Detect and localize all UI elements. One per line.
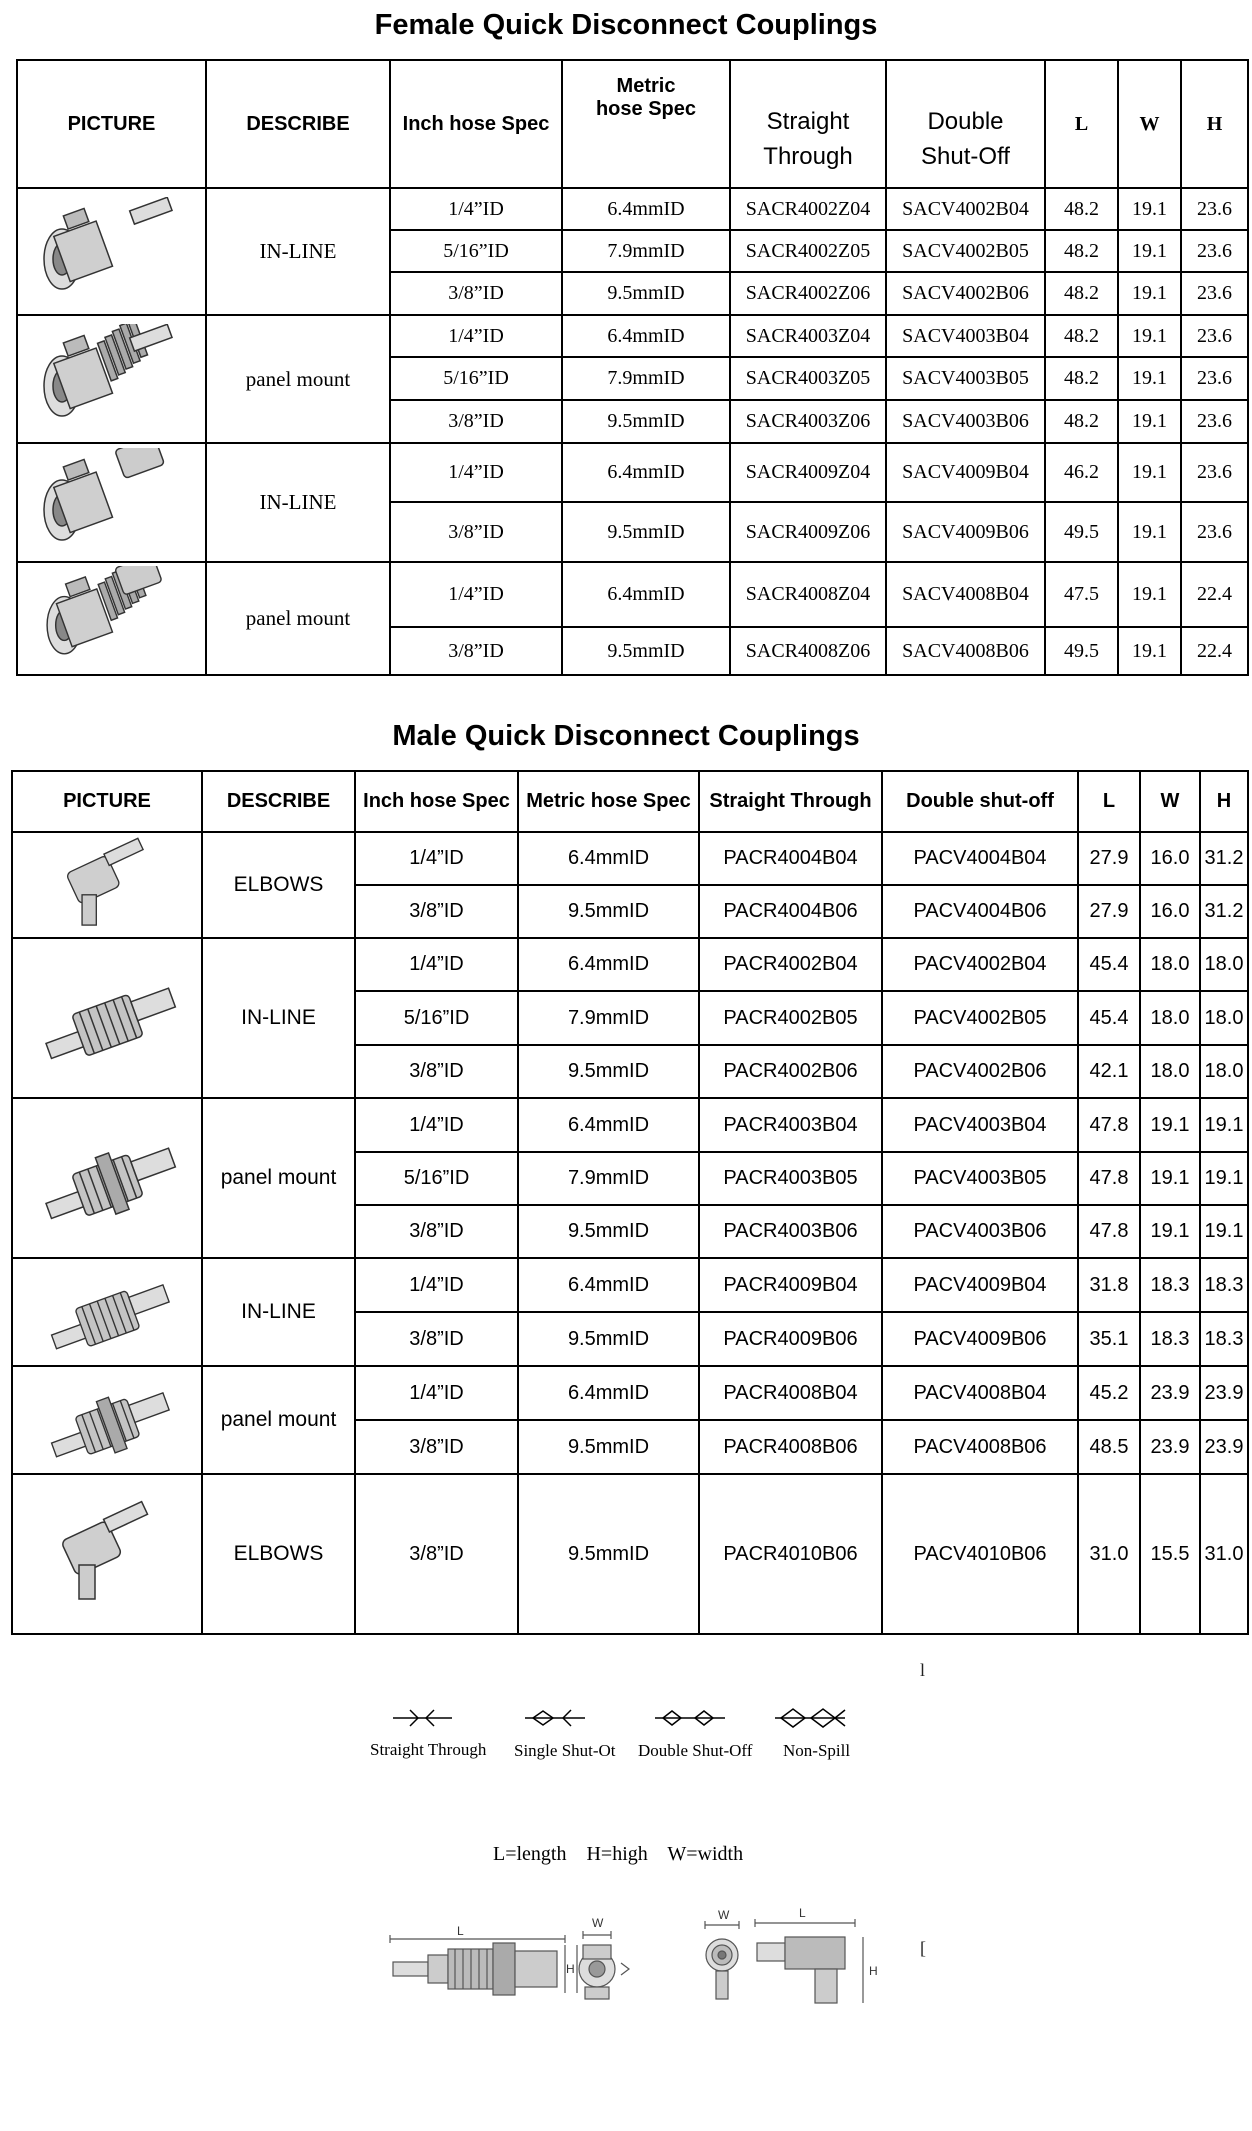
cell-metric: 6.4mmID [518, 938, 699, 991]
cell-l: 47.8 [1078, 1098, 1140, 1152]
cell-inch: 1/4”ID [390, 315, 562, 357]
header-double-shut-off: Double Shut-Off [886, 60, 1045, 188]
legend-label: Straight Through [370, 1740, 487, 1759]
cell-double: PACV4002B04 [882, 938, 1078, 991]
cell-h: 23.9 [1200, 1366, 1248, 1420]
cell-double: SACV4003B04 [886, 315, 1045, 357]
cell-w: 19.1 [1118, 627, 1181, 675]
cell-metric: 7.9mmID [518, 991, 699, 1045]
cell-metric: 7.9mmID [562, 230, 730, 272]
male-panel-mount-coupling-icon [27, 1123, 187, 1233]
cell-metric: 7.9mmID [562, 357, 730, 400]
cell-w: 23.9 [1140, 1366, 1200, 1420]
product-picture [12, 1098, 202, 1258]
male-elbow-fitting-coupling-icon [27, 1499, 187, 1609]
product-describe: IN-LINE [202, 1258, 355, 1366]
cell-double: PACV4009B06 [882, 1312, 1078, 1366]
cell-inch: 1/4”ID [355, 832, 518, 885]
cell-double: PACV4003B06 [882, 1205, 1078, 1258]
cell-w: 16.0 [1140, 885, 1200, 938]
table-row [12, 1474, 1248, 1634]
cell-l: 48.2 [1045, 400, 1118, 443]
cell-straight: PACR4004B06 [699, 885, 882, 938]
male-elbow-coupling-icon [27, 836, 187, 934]
cell-straight: SACR4002Z06 [730, 272, 886, 315]
cell-l: 45.2 [1078, 1366, 1140, 1420]
cell-l: 45.4 [1078, 938, 1140, 991]
cell-w: 18.3 [1140, 1258, 1200, 1312]
product-describe: panel mount [202, 1366, 355, 1474]
cell-straight: SACR4002Z04 [730, 188, 886, 230]
cell-straight: SACR4009Z04 [730, 443, 886, 502]
cell-inch: 1/4”ID [355, 1258, 518, 1312]
cell-inch: 3/8”ID [355, 1420, 518, 1474]
product-picture [12, 1474, 202, 1634]
cell-w: 18.0 [1140, 1045, 1200, 1098]
cell-w: 19.1 [1140, 1098, 1200, 1152]
cell-l: 42.1 [1078, 1045, 1140, 1098]
cell-double: PACV4004B06 [882, 885, 1078, 938]
header-picture: PICTURE [12, 771, 202, 832]
cell-straight: PACR4009B04 [699, 1258, 882, 1312]
cell-inch: 3/8”ID [390, 272, 562, 315]
legend-label: Double Shut-Off [638, 1741, 753, 1760]
legend-label: Single Shut-Ot [514, 1741, 616, 1760]
cell-w: 19.1 [1118, 315, 1181, 357]
legend-label: Non-Spill [783, 1741, 851, 1760]
cell-metric: 6.4mmID [562, 188, 730, 230]
cell-metric: 6.4mmID [518, 832, 699, 885]
cell-straight: PACR4003B05 [699, 1152, 882, 1205]
cell-metric: 9.5mmID [518, 1420, 699, 1474]
cell-l: 47.5 [1045, 562, 1118, 627]
female-inline-fitting-coupling-icon [32, 448, 192, 558]
cell-metric: 7.9mmID [518, 1152, 699, 1205]
female-dimension-drawing [390, 1931, 629, 1999]
stray-mark: [ [920, 1938, 926, 1958]
cell-h: 31.2 [1200, 832, 1248, 885]
cell-h: 18.0 [1200, 991, 1248, 1045]
cell-straight: PACR4008B06 [699, 1420, 882, 1474]
cell-w: 23.9 [1140, 1420, 1200, 1474]
product-describe: panel mount [206, 315, 390, 443]
cell-metric: 9.5mmID [562, 400, 730, 443]
cell-straight: PACR4002B04 [699, 938, 882, 991]
cell-l: 48.2 [1045, 230, 1118, 272]
female-panel-mount-coupling-icon [32, 324, 192, 434]
product-describe: IN-LINE [206, 188, 390, 315]
cell-w: 19.1 [1118, 230, 1181, 272]
cell-metric: 6.4mmID [562, 315, 730, 357]
valve-symbols-legend [390, 1698, 870, 1738]
cell-l: 49.5 [1045, 502, 1118, 562]
table-row [12, 832, 1248, 885]
cell-h: 23.9 [1200, 1420, 1248, 1474]
cell-h: 18.3 [1200, 1312, 1248, 1366]
dimension-l-label: L [799, 1906, 806, 1920]
cell-l: 31.0 [1078, 1474, 1140, 1634]
cell-double: SACV4009B04 [886, 443, 1045, 502]
cell-h: 19.1 [1200, 1098, 1248, 1152]
female-inline-coupling-icon [32, 197, 192, 307]
cell-inch: 3/8”ID [390, 627, 562, 675]
cell-inch: 1/4”ID [355, 938, 518, 991]
cell-inch: 3/8”ID [390, 400, 562, 443]
cell-straight: PACR4004B04 [699, 832, 882, 885]
cell-w: 16.0 [1140, 832, 1200, 885]
table-row [17, 188, 1248, 230]
cell-straight: SACR4009Z06 [730, 502, 886, 562]
dimension-definitions: L=length H=high W=width [493, 1843, 744, 1865]
cell-w: 19.1 [1118, 443, 1181, 502]
cell-double: SACV4003B05 [886, 357, 1045, 400]
cell-inch: 1/4”ID [355, 1098, 518, 1152]
cell-metric: 9.5mmID [518, 885, 699, 938]
header-metric-hose-spec: Metric hose Spec [562, 60, 730, 188]
cell-double: SACV4008B04 [886, 562, 1045, 627]
cell-w: 18.0 [1140, 938, 1200, 991]
double-shut-off-symbol-icon [655, 1711, 725, 1725]
product-picture [12, 1366, 202, 1474]
cell-straight: SACR4003Z06 [730, 400, 886, 443]
cell-l: 47.8 [1078, 1152, 1140, 1205]
cell-straight: PACR4002B05 [699, 991, 882, 1045]
header-inch-hose-spec: Inch hose Spec [390, 60, 562, 188]
cell-metric: 9.5mmID [562, 272, 730, 315]
cell-inch: 1/4”ID [355, 1366, 518, 1420]
table-row [12, 1258, 1248, 1312]
header-metric-hose-spec: Metric hose Spec [518, 771, 699, 832]
cell-w: 19.1 [1118, 562, 1181, 627]
cell-inch: 5/16”ID [390, 230, 562, 272]
dimension-w-label: W [592, 1916, 604, 1930]
cell-h: 23.6 [1181, 400, 1248, 443]
header-w: W [1118, 60, 1181, 188]
cell-inch: 5/16”ID [355, 1152, 518, 1205]
cell-l: 45.4 [1078, 991, 1140, 1045]
cell-w: 19.1 [1140, 1152, 1200, 1205]
cell-l: 35.1 [1078, 1312, 1140, 1366]
cell-h: 23.6 [1181, 230, 1248, 272]
cell-inch: 3/8”ID [390, 502, 562, 562]
cell-w: 18.0 [1140, 991, 1200, 1045]
cell-l: 49.5 [1045, 627, 1118, 675]
dimension-w-label: W [718, 1908, 730, 1922]
male-inline-coupling-icon [27, 963, 187, 1073]
header-straight-through: Straight Through [730, 60, 886, 188]
cell-double: PACV4008B06 [882, 1420, 1078, 1474]
cell-l: 48.5 [1078, 1420, 1140, 1474]
cell-w: 18.3 [1140, 1312, 1200, 1366]
product-describe: panel mount [206, 562, 390, 675]
product-describe: panel mount [202, 1098, 355, 1258]
header-l: L [1078, 771, 1140, 832]
product-describe: ELBOWS [202, 1474, 355, 1634]
table-row [17, 443, 1248, 502]
header-picture: PICTURE [17, 60, 206, 188]
cell-w: 19.1 [1118, 400, 1181, 443]
product-picture [17, 315, 206, 443]
male-header-row [12, 771, 1248, 832]
cell-h: 23.6 [1181, 272, 1248, 315]
cell-straight: SACR4008Z04 [730, 562, 886, 627]
cell-inch: 3/8”ID [355, 1474, 518, 1634]
cell-h: 23.6 [1181, 443, 1248, 502]
cell-h: 23.6 [1181, 357, 1248, 400]
cell-metric: 9.5mmID [518, 1205, 699, 1258]
male-elbow-dimension-drawing [705, 1919, 863, 2003]
product-picture [17, 188, 206, 315]
cell-metric: 9.5mmID [518, 1474, 699, 1634]
table-row [12, 938, 1248, 991]
dimension-l-label: L [457, 1924, 464, 1938]
cell-straight: PACR4003B06 [699, 1205, 882, 1258]
header-h: H [1200, 771, 1248, 832]
cell-w: 19.1 [1140, 1205, 1200, 1258]
cell-h: 18.0 [1200, 938, 1248, 991]
product-picture [12, 832, 202, 938]
cell-h: 23.6 [1181, 188, 1248, 230]
cell-inch: 5/16”ID [355, 991, 518, 1045]
male-couplings-table [11, 770, 1249, 1635]
cell-inch: 1/4”ID [390, 562, 562, 627]
product-picture [17, 562, 206, 675]
cell-metric: 6.4mmID [562, 443, 730, 502]
cell-h: 18.3 [1200, 1258, 1248, 1312]
header-l: L [1045, 60, 1118, 188]
cell-double: SACV4002B04 [886, 188, 1045, 230]
male-table-title: Male Quick Disconnect Couplings [392, 720, 860, 752]
cell-double: SACV4002B05 [886, 230, 1045, 272]
single-shut-off-symbol-icon [525, 1710, 585, 1726]
product-describe: IN-LINE [206, 443, 390, 562]
table-row [17, 562, 1248, 627]
cell-double: PACV4003B04 [882, 1098, 1078, 1152]
cell-inch: 1/4”ID [390, 188, 562, 230]
cell-inch: 3/8”ID [355, 885, 518, 938]
cell-double: PACV4002B05 [882, 991, 1078, 1045]
cell-metric: 6.4mmID [562, 562, 730, 627]
cell-w: 19.1 [1118, 272, 1181, 315]
cell-double: SACV4009B06 [886, 502, 1045, 562]
dimension-h-label: H [869, 1964, 878, 1978]
cell-straight: PACR4008B04 [699, 1366, 882, 1420]
cell-l: 31.8 [1078, 1258, 1140, 1312]
non-spill-symbol-icon [775, 1709, 845, 1727]
cell-straight: SACR4002Z05 [730, 230, 886, 272]
cell-l: 48.2 [1045, 188, 1118, 230]
header-w: W [1140, 771, 1200, 832]
cell-double: SACV4003B06 [886, 400, 1045, 443]
table-row [17, 315, 1248, 357]
cell-h: 19.1 [1200, 1152, 1248, 1205]
cell-h: 31.2 [1200, 885, 1248, 938]
cell-double: PACV4008B04 [882, 1366, 1078, 1420]
cell-h: 23.6 [1181, 502, 1248, 562]
stray-mark: l [920, 1660, 926, 1680]
product-picture [17, 443, 206, 562]
cell-inch: 3/8”ID [355, 1045, 518, 1098]
cell-straight: PACR4010B06 [699, 1474, 882, 1634]
cell-metric: 6.4mmID [518, 1366, 699, 1420]
male-inline-fitting-coupling-icon [27, 1262, 187, 1362]
cell-double: PACV4010B06 [882, 1474, 1078, 1634]
cell-straight: PACR4002B06 [699, 1045, 882, 1098]
cell-h: 18.0 [1200, 1045, 1248, 1098]
product-describe: ELBOWS [202, 832, 355, 938]
header-straight-through: Straight Through [699, 771, 882, 832]
table-row [12, 1366, 1248, 1420]
cell-metric: 6.4mmID [518, 1258, 699, 1312]
cell-w: 19.1 [1118, 502, 1181, 562]
product-describe: IN-LINE [202, 938, 355, 1098]
header-describe: DESCRIBE [202, 771, 355, 832]
cell-l: 27.9 [1078, 832, 1140, 885]
cell-metric: 9.5mmID [518, 1045, 699, 1098]
cell-h: 22.4 [1181, 627, 1248, 675]
dimension-h-label: H [566, 1962, 575, 1976]
cell-l: 27.9 [1078, 885, 1140, 938]
table-row [12, 1098, 1248, 1152]
product-picture [12, 938, 202, 1098]
female-panel-mount-fitting-coupling-icon [32, 566, 192, 671]
cell-metric: 9.5mmID [518, 1312, 699, 1366]
cell-w: 19.1 [1118, 357, 1181, 400]
female-couplings-table [16, 59, 1249, 676]
cell-metric: 9.5mmID [562, 502, 730, 562]
cell-l: 48.2 [1045, 315, 1118, 357]
cell-straight: SACR4003Z04 [730, 315, 886, 357]
product-picture [12, 1258, 202, 1366]
cell-straight: PACR4009B06 [699, 1312, 882, 1366]
cell-double: SACV4002B06 [886, 272, 1045, 315]
female-header-row [17, 60, 1248, 188]
cell-h: 23.6 [1181, 315, 1248, 357]
dimension-drawings [385, 1905, 905, 2035]
cell-l: 48.2 [1045, 272, 1118, 315]
cell-inch: 3/8”ID [355, 1312, 518, 1366]
cell-double: PACV4002B06 [882, 1045, 1078, 1098]
header-inch-hose-spec: Inch hose Spec [355, 771, 518, 832]
cell-w: 15.5 [1140, 1474, 1200, 1634]
cell-double: PACV4009B04 [882, 1258, 1078, 1312]
cell-straight: PACR4003B04 [699, 1098, 882, 1152]
straight-through-symbol-icon [393, 1710, 452, 1726]
cell-inch: 5/16”ID [390, 357, 562, 400]
cell-inch: 1/4”ID [390, 443, 562, 502]
header-h: H [1181, 60, 1248, 188]
cell-double: SACV4008B06 [886, 627, 1045, 675]
cell-w: 19.1 [1118, 188, 1181, 230]
cell-l: 48.2 [1045, 357, 1118, 400]
female-table-title: Female Quick Disconnect Couplings [374, 9, 878, 41]
cell-l: 46.2 [1045, 443, 1118, 502]
header-describe: DESCRIBE [206, 60, 390, 188]
cell-l: 47.8 [1078, 1205, 1140, 1258]
cell-h: 22.4 [1181, 562, 1248, 627]
cell-double: PACV4004B04 [882, 832, 1078, 885]
header-double-shut-off: Double shut-off [882, 771, 1078, 832]
male-panel-mount-fitting-coupling-icon [27, 1370, 187, 1470]
cell-h: 19.1 [1200, 1205, 1248, 1258]
cell-inch: 3/8”ID [355, 1205, 518, 1258]
cell-metric: 6.4mmID [518, 1098, 699, 1152]
cell-double: PACV4003B05 [882, 1152, 1078, 1205]
cell-straight: SACR4003Z05 [730, 357, 886, 400]
cell-metric: 9.5mmID [562, 627, 730, 675]
cell-h: 31.0 [1200, 1474, 1248, 1634]
cell-straight: SACR4008Z06 [730, 627, 886, 675]
